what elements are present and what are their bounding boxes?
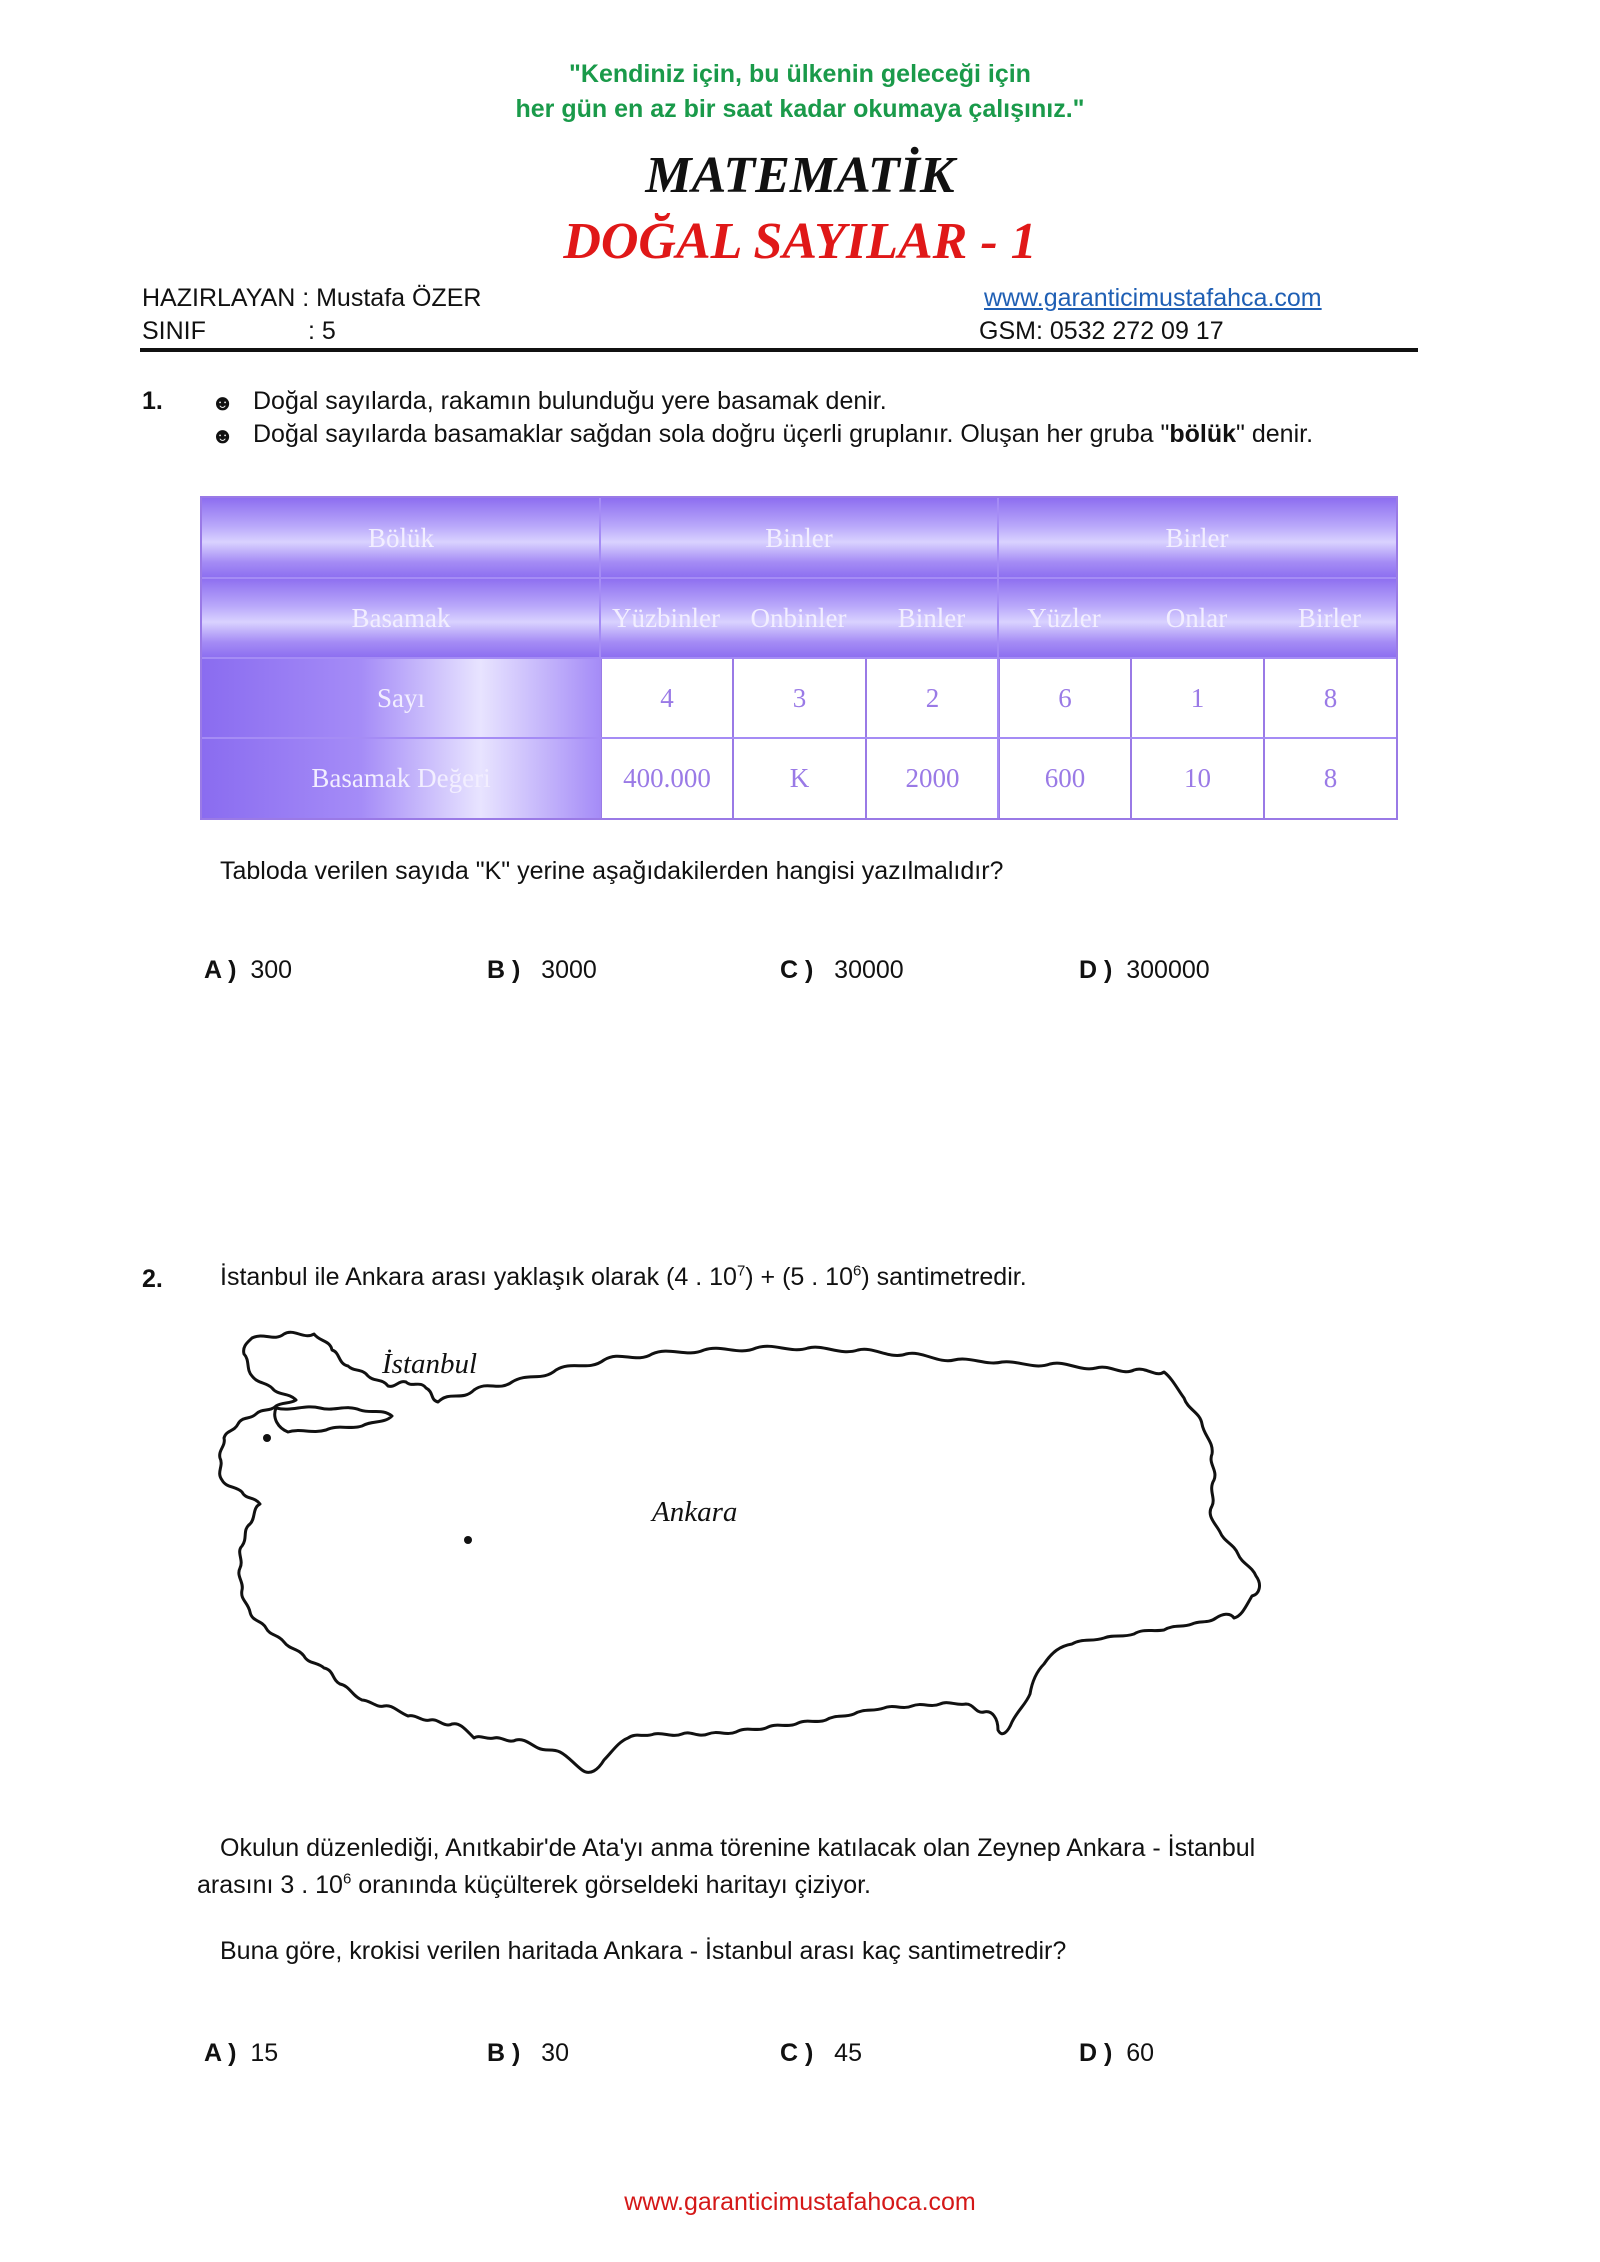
option-text: 30 [541,2039,569,2067]
option-letter: B ) [487,956,521,984]
q2-option-d[interactable] [1079,2039,1154,2068]
digit-cell: 4 [600,658,732,738]
table-grid-line [202,737,1396,739]
q1-bullet-2-post: " denir. [1236,420,1314,448]
place-value-cell: 2000 [865,738,998,818]
q1-option-d[interactable] [1079,956,1210,985]
q1-bullet-1: Doğal sayılarda, rakamın bulunduğu yere basamak denir. [253,387,887,415]
q2-intro-part: ) + (5 . 10 [745,1263,853,1291]
place-header: Yüzler [998,578,1130,658]
option-text: 3000 [541,956,597,984]
place-value-cell: 8 [1263,738,1396,818]
place-header: Onbinler [732,578,865,658]
quote-line-1: "Kendiniz için, bu ülkenin geleceği için [569,60,1031,88]
grade-label: SINIF [142,317,206,345]
place-header: Birler [1263,578,1396,658]
row-label-boluk: Bölük [202,498,600,578]
quote-line-2: her gün en az bir saat kadar okumaya çalışınız." [515,95,1085,123]
option-text: 300 [250,956,293,984]
table-grid-line [202,577,1396,579]
istanbul-label: İstanbul [382,1348,478,1380]
prepared-by: HAZIRLAYAN : Mustafa ÖZER [142,284,482,312]
q2-paragraph-line-2 [197,1871,871,1900]
exponent: 6 [852,1262,862,1280]
group-header-birler: Birler [998,498,1396,578]
q1-question: Tabloda verilen sayıda "K" yerine aşağıdakilerden hangisi yazılmalıdır? [220,857,1004,885]
option-text: 15 [250,2039,279,2067]
q1-option-c[interactable] [780,956,904,985]
digit-cell: 2 [865,658,998,738]
option-text: 45 [834,2039,862,2067]
digit-cell: 3 [732,658,865,738]
table-grid-line [599,498,601,818]
q2-intro-part: ) santimetredir. [861,1263,1027,1291]
option-letter: B ) [487,2039,521,2067]
option-letter: C ) [780,956,814,984]
table-grid-line [202,657,1396,659]
q2-para-part: arasını 3 . 10 [197,1871,343,1899]
q2-option-c[interactable] [780,2039,862,2068]
gsm-number: GSM: 0532 272 09 17 [979,317,1224,345]
q1-bullet-2-pre: Doğal sayılarda basamaklar sağdan sola doğru üçerli gruplanır. Oluşan her gruba " [253,420,1170,448]
option-letter: A ) [204,2039,237,2067]
place-value-cell: 400.000 [600,738,732,818]
q1-option-a[interactable] [204,956,292,985]
q1-bullet-2-bold: bölük [1169,420,1237,448]
turkey-border-outline [220,1332,1260,1772]
q2-intro [220,1263,1027,1292]
place-value-cell: K [732,738,865,818]
table-grid-line [997,498,999,818]
digit-cell: 1 [1130,658,1263,738]
option-letter: A ) [204,956,237,984]
q2-paragraph-line-1: Okulun düzenlediği, Anıtkabir'de Ata'yı anma törenine katılacak olan Zeynep Ankara - İstanbul [220,1834,1256,1862]
smiley-bullet-icon: ☻ [211,390,235,415]
row-label-basamak-degeri: Basamak Değeri [202,738,600,818]
place-header: Yüzbinler [600,578,732,658]
exponent: 7 [736,1262,746,1280]
place-header: Onlar [1130,578,1263,658]
q2-option-a[interactable] [204,2039,278,2068]
question-2-number: 2. [142,1265,163,1293]
option-letter: D ) [1079,956,1113,984]
option-letter: C ) [780,2039,814,2067]
digit-cell: 6 [998,658,1130,738]
row-label-basamak: Basamak [202,578,600,658]
question-1-number: 1. [142,387,163,415]
ankara-label: Ankara [652,1496,738,1528]
q2-para-part: oranında küçülterek görseldeki haritayı çiziyor. [351,1871,871,1899]
subject-title: MATEMATİK [645,147,955,204]
option-text: 60 [1126,2039,1155,2067]
place-value-cell: 10 [1130,738,1263,818]
grade-value: : 5 [308,317,336,345]
row-label-sayi: Sayı [202,658,600,738]
q2-question: Buna göre, krokisi verilen haritada Ankara - İstanbul arası kaç santimetredir? [220,1937,1067,1965]
q1-option-b[interactable] [487,956,597,985]
website-link[interactable]: www.garanticimustafahca.com [984,284,1322,312]
istanbul-marker [263,1434,271,1442]
place-header: Binler [865,578,998,658]
option-letter: D ) [1079,2039,1113,2067]
place-value-table [200,496,1398,820]
q2-intro-part: İstanbul ile Ankara arası yaklaşık olarak (4 . 10 [220,1263,737,1291]
option-text: 30000 [834,956,904,984]
smiley-bullet-icon: ☻ [211,423,235,448]
ankara-marker [464,1536,472,1544]
exponent: 6 [342,1870,352,1888]
turkey-outline-map [212,1320,1362,1800]
option-text: 300000 [1126,956,1210,984]
q1-bullet-2 [253,420,1313,449]
digit-cell: 8 [1263,658,1396,738]
topic-title: DOĞAL SAYILAR - 1 [563,213,1037,270]
group-header-binler: Binler [600,498,998,578]
header-divider [140,348,1418,352]
place-value-cell: 600 [998,738,1130,818]
marmara-sea-outline [275,1407,392,1432]
footer-website[interactable]: www.garanticimustafahoca.com [624,2188,976,2216]
q2-option-b[interactable] [487,2039,569,2068]
